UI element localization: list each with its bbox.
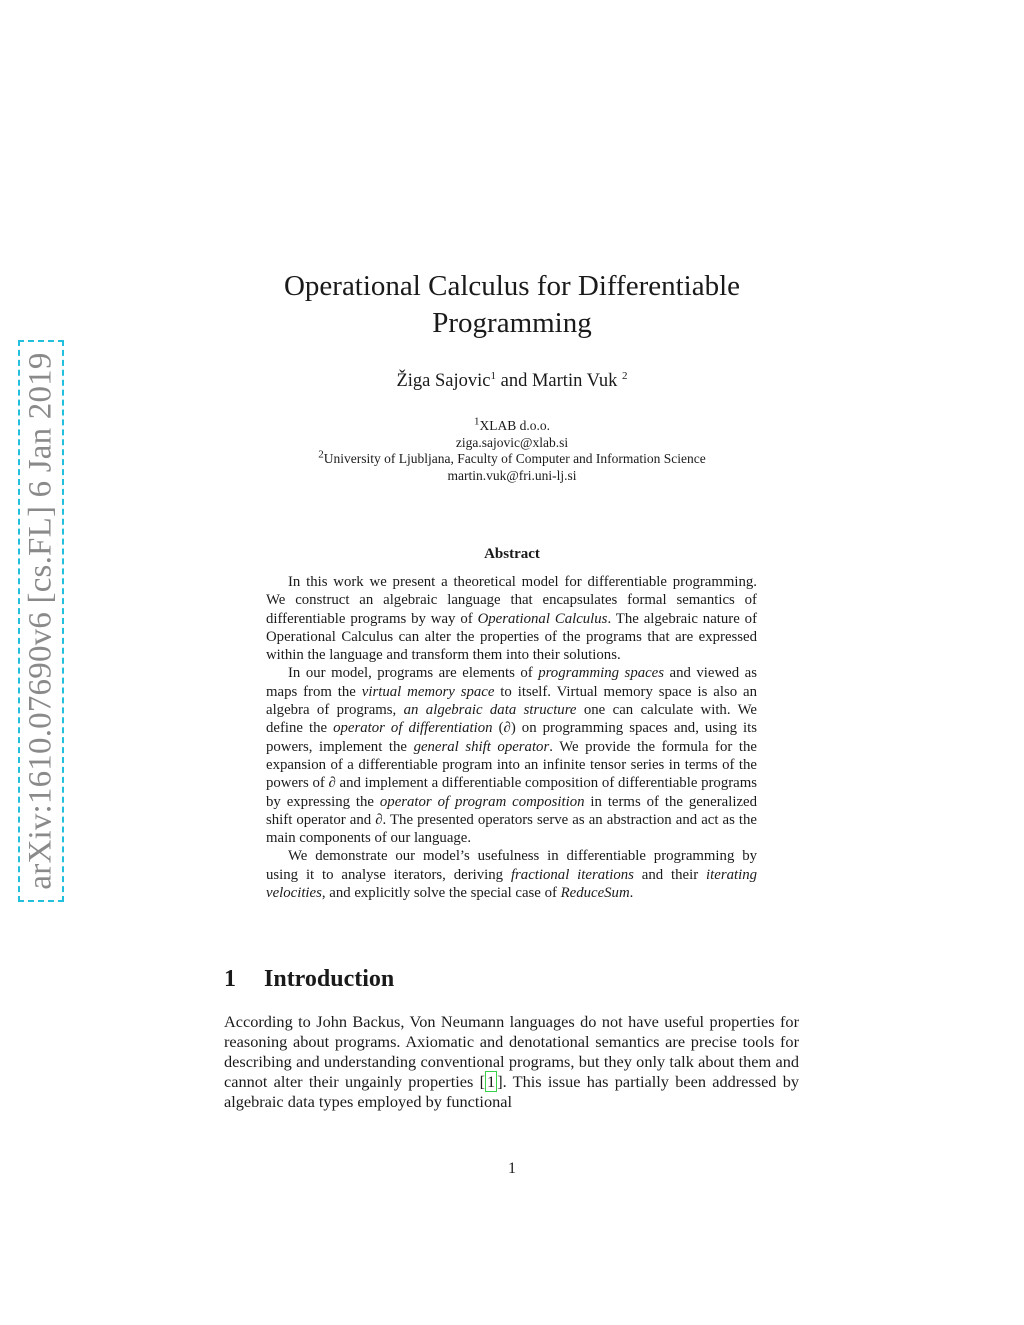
affiliations: [200, 415, 824, 484]
arxiv-identifier: arXiv:1610.07690v6 [cs.FL] 6 Jan 2019: [22, 352, 59, 890]
citation-link[interactable]: 1: [487, 1072, 496, 1091]
title-line-1: Operational Calculus for Differentiable: [283, 270, 741, 302]
abstract-emphasis: an algebraic data structure: [403, 702, 577, 719]
affiliation-2-mark: 2: [318, 448, 324, 461]
author-1-mark: 1: [490, 369, 497, 382]
abstract-body: [266, 573, 757, 902]
abstract-emphasis: operator of program composition: [379, 793, 585, 810]
abstract-text: in terms of the generalized shift operator and ∂. The presented operators serve as an abstraction and act as the main components of our language.: [266, 793, 758, 847]
intro-text: ]. This issue has partially been addressed by algebraic data types employed by functional: [224, 1072, 799, 1111]
section-heading-introduction: [224, 966, 394, 993]
abstract-text: (∂) on programming spaces and, using its powers, implement the: [266, 720, 757, 755]
abstract-emphasis: iterating velocities: [266, 866, 757, 902]
abstract-text: to itself. Virtual memory space is also an algebra of programs,: [266, 683, 757, 719]
abstract-emphasis: virtual memory space: [361, 683, 495, 700]
abstract-text: and viewed as maps from the: [266, 665, 757, 700]
author-2: Martin Vuk: [531, 371, 623, 391]
page-number: 1: [508, 1160, 516, 1177]
affiliation-1-mark: 1: [474, 415, 480, 428]
abstract-heading: Abstract: [484, 546, 540, 562]
author-1: Žiga Sajovic: [396, 371, 491, 391]
affiliation-1: [200, 415, 824, 435]
abstract-text: , and explicitly solve the special case of: [321, 885, 561, 902]
section-title: Introduction: [264, 966, 395, 992]
abstract-emphasis: programming spaces: [538, 665, 665, 682]
arxiv-sidebar-stamp[interactable]: [18, 340, 64, 902]
affiliation-2: [200, 448, 824, 468]
section-number: 1: [224, 966, 236, 992]
affiliation-1-email[interactable]: ziga.sajovic@xlab.si: [455, 434, 569, 450]
abstract-emphasis: Operational Calculus: [477, 610, 608, 627]
abstract-text: . We provide the formula for the expansion of a differentiable program into an infinite tensor series in terms of the powers of ∂ and implement a differentiable composition of differentiable programs by expressing the: [266, 738, 757, 810]
abstract-text: In this work we present a theoretical model for differentiable programming. We construct an algebraic language that encapsulates formal semantics of differentiable programs by way of: [266, 574, 757, 627]
abstract-paragraph-3: [266, 847, 757, 902]
abstract-text: In our model, programs are elements of: [288, 665, 539, 682]
affiliation-1-name: XLAB d.o.o.: [479, 418, 550, 433]
affiliation-2-email[interactable]: martin.vuk@fri.uni-lj.si: [447, 467, 577, 483]
author-joiner: and: [496, 371, 532, 391]
abstract-emphasis: operator of differentiation: [333, 720, 493, 737]
author-list: [200, 371, 824, 392]
abstract-emphasis: fractional iterations: [510, 866, 634, 883]
introduction-paragraph: [224, 1012, 799, 1112]
abstract-emphasis: ReduceSum: [560, 885, 630, 902]
abstract-text: and their: [633, 866, 707, 883]
abstract-emphasis: general shift operator: [413, 738, 550, 755]
affiliation-2-name: University of Ljubljana, Faculty of Computer and Information Science: [323, 451, 706, 466]
author-2-mark: 2: [622, 369, 628, 382]
intro-text: According to John Backus, Von Neumann languages do not have useful properties for reasoning about programs. Axiomatic and denotational semantics are precise tools for describing and understanding conventional programs, but they only talk about them and cannot alter their ungainly properties [: [224, 1012, 799, 1091]
abstract-paragraph-1: [266, 573, 757, 664]
abstract-text: one can calculate with. We define the: [266, 702, 758, 737]
title-line-2: Programming: [432, 307, 592, 339]
abstract-text: We demonstrate our model’s usefulness in differentiable programming by using it to analyse iterators, deriving: [266, 848, 757, 883]
abstract-text: .: [629, 885, 634, 902]
paper-title: [200, 268, 824, 342]
abstract-paragraph-2: [266, 664, 757, 847]
abstract-text: . The algebraic nature of Operational Calculus can alter the properties of the programs that are expressed within the language and transform them into their solutions.: [266, 610, 757, 664]
